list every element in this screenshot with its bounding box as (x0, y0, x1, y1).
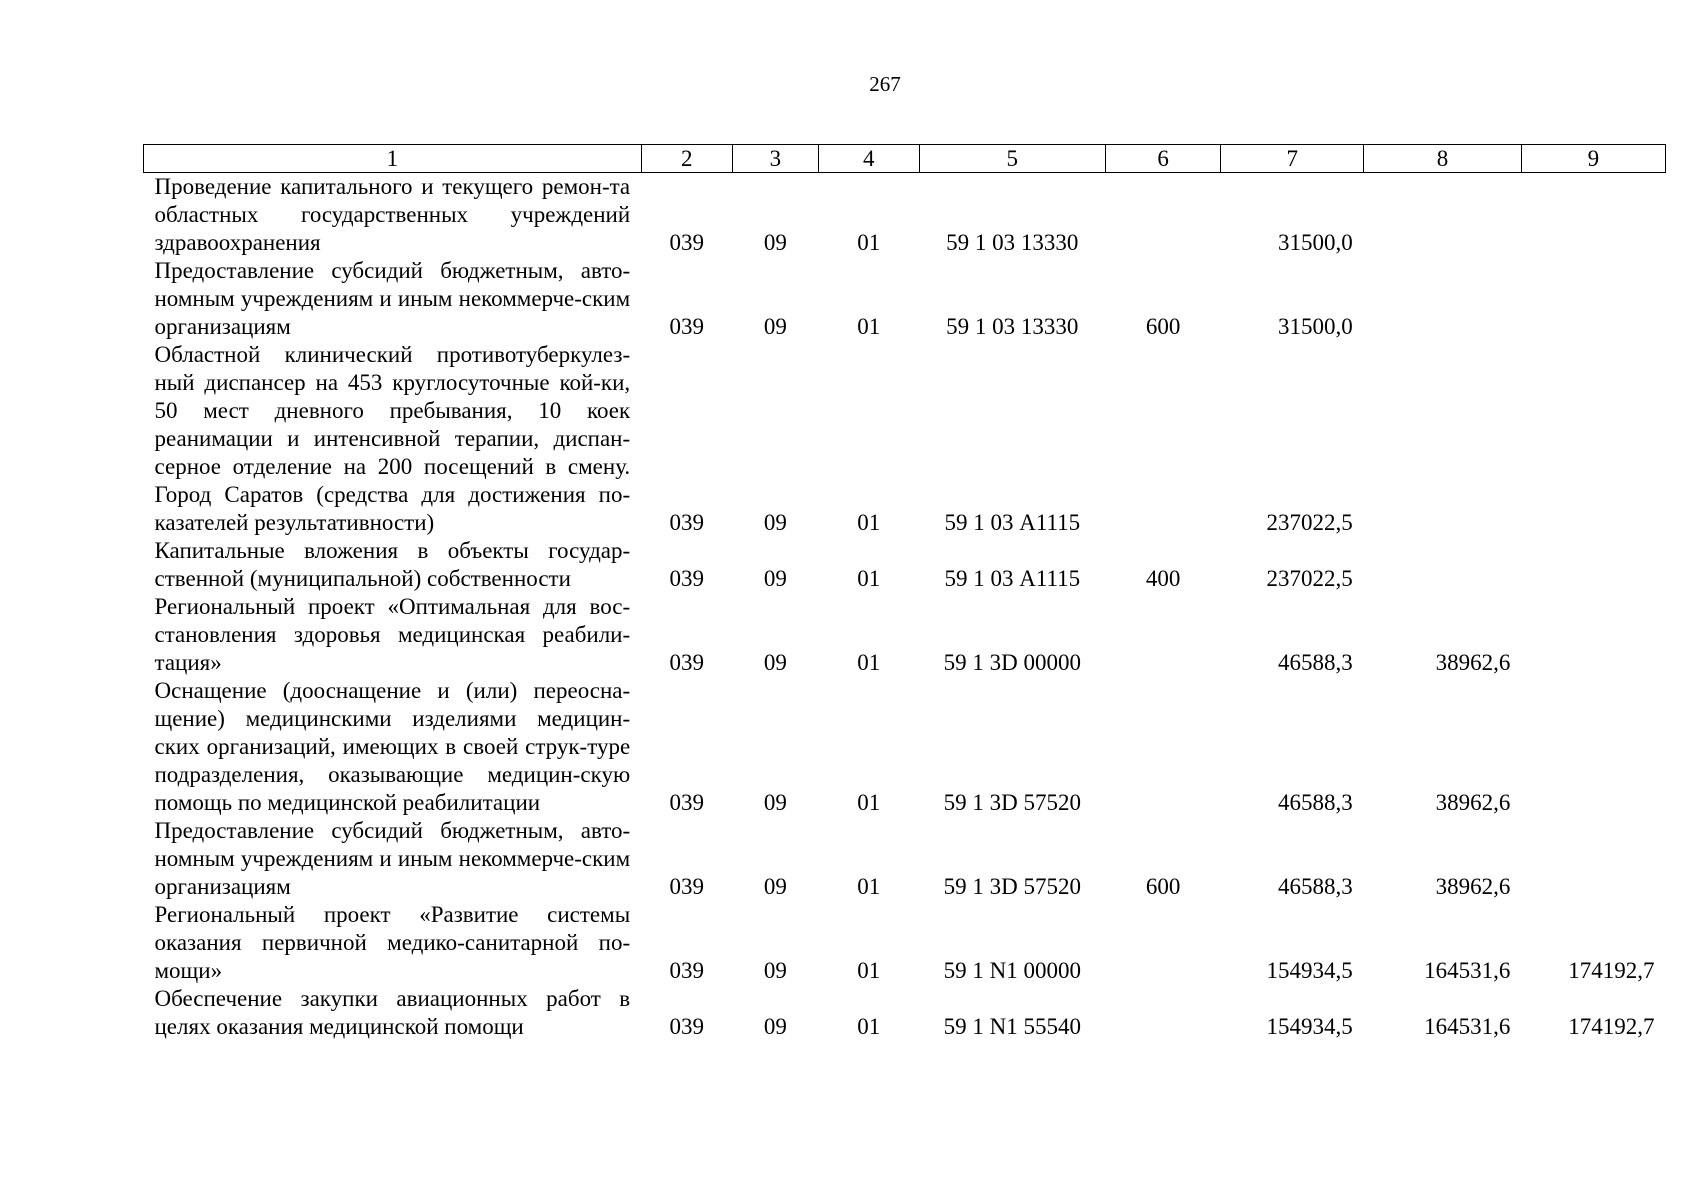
amount-year-2: 164531,6 (1424, 1014, 1511, 1039)
ministry-code: 039 (669, 510, 705, 535)
amount-year-2: 38962,6 (1435, 790, 1511, 815)
amount-year-3 (1521, 677, 1665, 817)
table-row (144, 901, 1666, 985)
row-name: Оснащение (дооснащение и (или) переосна-щение) медицинскими изделиями медицин-ских организаций, имеющих в своей струк-туре подразделения, оказывающие медицин-скую помощь по медицинской реабилитации (154, 678, 631, 815)
table-row (144, 173, 1666, 258)
column-header-5: 5 (919, 145, 1106, 173)
column-header-8: 8 (1364, 145, 1522, 173)
target-article-code: 59 1 N1 00000 (943, 958, 1081, 983)
subsection-code: 01 (857, 230, 881, 255)
table-row (144, 817, 1666, 901)
section-code: 09 (763, 230, 787, 255)
amount-year-2: 38962,6 (1435, 874, 1511, 899)
amount-year-1: 154934,5 (1266, 958, 1353, 983)
row-name: Региональный проект «Развитие системы оказания первичной медико-санитарной по-мощи» (154, 902, 631, 983)
amount-year-1: 46588,3 (1278, 650, 1353, 675)
row-name: Предоставление субсидий бюджетным, авто-номным учреждениям и иным некоммерче-ским организациям (154, 818, 631, 899)
amount-year-1: 31500,0 (1278, 314, 1353, 339)
ministry-code: 039 (669, 230, 705, 255)
amount-year-3 (1521, 341, 1665, 537)
amount-year-3 (1521, 593, 1665, 677)
subsection-code: 01 (857, 874, 881, 899)
expense-type-code: 600 (1145, 314, 1181, 339)
table-row (144, 537, 1666, 593)
subsection-code: 01 (857, 1014, 881, 1039)
amount-year-3 (1521, 817, 1665, 901)
table-row (144, 985, 1666, 1041)
target-article-code: 59 1 3D 57520 (943, 874, 1081, 899)
ministry-code: 039 (669, 874, 705, 899)
subsection-code: 01 (857, 510, 881, 535)
amount-year-1: 46588,3 (1278, 790, 1353, 815)
row-name: Предоставление субсидий бюджетным, авто-номным учреждениям и иным некоммерче-ским организациям (154, 258, 631, 339)
ministry-code: 039 (669, 1014, 705, 1039)
column-header-7: 7 (1221, 145, 1364, 173)
subsection-code: 01 (857, 790, 881, 815)
ministry-code: 039 (669, 566, 705, 591)
row-name: Обеспечение закупки авиационных работ в целях оказания медицинской помощи (154, 986, 631, 1039)
expense-type-code: 600 (1145, 874, 1181, 899)
column-header-3: 3 (732, 145, 818, 173)
section-code: 09 (763, 958, 787, 983)
column-header-4: 4 (818, 145, 919, 173)
page-number: 267 (869, 72, 901, 96)
amount-year-3 (1521, 173, 1665, 258)
column-header-6: 6 (1106, 145, 1221, 173)
table-row (144, 257, 1666, 341)
ministry-code: 039 (669, 790, 705, 815)
section-code: 09 (763, 314, 787, 339)
expense-type-code (1106, 985, 1221, 1041)
amount-year-2 (1364, 173, 1522, 258)
amount-year-3 (1521, 537, 1665, 593)
ministry-code: 039 (669, 314, 705, 339)
row-name: Проведение капитального и текущего ремон-та областных государственных учреждений здравоохранения (154, 174, 631, 255)
expense-type-code (1106, 901, 1221, 985)
amount-year-3: 174192,7 (1568, 1014, 1655, 1039)
amount-year-2: 164531,6 (1424, 958, 1511, 983)
subsection-code: 01 (857, 958, 881, 983)
expense-type-code (1106, 593, 1221, 677)
column-header-9: 9 (1521, 145, 1665, 173)
section-code: 09 (763, 1014, 787, 1039)
expense-type-code (1106, 677, 1221, 817)
column-header-2: 2 (641, 145, 732, 173)
subsection-code: 01 (857, 566, 881, 591)
section-code: 09 (763, 874, 787, 899)
section-code: 09 (763, 650, 787, 675)
amount-year-3: 174192,7 (1568, 958, 1655, 983)
table-body (144, 173, 1666, 1042)
ministry-code: 039 (669, 650, 705, 675)
target-article-code: 59 1 03 13330 (946, 314, 1079, 339)
amount-year-2 (1364, 257, 1522, 341)
table-row (144, 593, 1666, 677)
amount-year-1: 31500,0 (1278, 230, 1353, 255)
section-code: 09 (763, 510, 787, 535)
amount-year-3 (1521, 257, 1665, 341)
column-header-1: 1 (144, 145, 642, 173)
subsection-code: 01 (857, 314, 881, 339)
section-code: 09 (763, 790, 787, 815)
target-article-code: 59 1 N1 55540 (943, 1014, 1081, 1039)
table-row (144, 677, 1666, 817)
section-code: 09 (763, 566, 787, 591)
header-row (144, 145, 1666, 173)
amount-year-1: 154934,5 (1266, 1014, 1353, 1039)
row-name: Капитальные вложения в объекты государ-ственной (муниципальной) собственности (154, 538, 631, 591)
target-article-code: 59 1 3D 00000 (943, 650, 1081, 675)
amount-year-2 (1364, 341, 1522, 537)
amount-year-2 (1364, 537, 1522, 593)
subsection-code: 01 (857, 650, 881, 675)
amount-year-1: 46588,3 (1278, 874, 1353, 899)
budget-table (143, 144, 1666, 1041)
expense-type-code (1106, 173, 1221, 258)
amount-year-2: 38962,6 (1435, 650, 1511, 675)
target-article-code: 59 1 03 А1115 (944, 566, 1081, 591)
amount-year-1: 237022,5 (1266, 566, 1353, 591)
row-name: Региональный проект «Оптимальная для вос-становления здоровья медицинская реабили-тация» (154, 594, 631, 675)
expense-type-code (1106, 341, 1221, 537)
target-article-code: 59 1 03 А1115 (944, 510, 1081, 535)
expense-type-code: 400 (1145, 566, 1181, 591)
target-article-code: 59 1 3D 57520 (943, 790, 1081, 815)
amount-year-1: 237022,5 (1266, 510, 1353, 535)
table-row (144, 341, 1666, 537)
row-name: Областной клинический противотуберкулез-ный диспансер на 453 круглосуточные кой-ки, 50 мест дневного пребывания, 10 коек реанимации и интенсивной терапии, диспан-серное отделение на 200 посещений в смену. Город Саратов (средства для достижения по-казателей результативности) (154, 342, 631, 535)
target-article-code: 59 1 03 13330 (946, 230, 1079, 255)
ministry-code: 039 (669, 958, 705, 983)
